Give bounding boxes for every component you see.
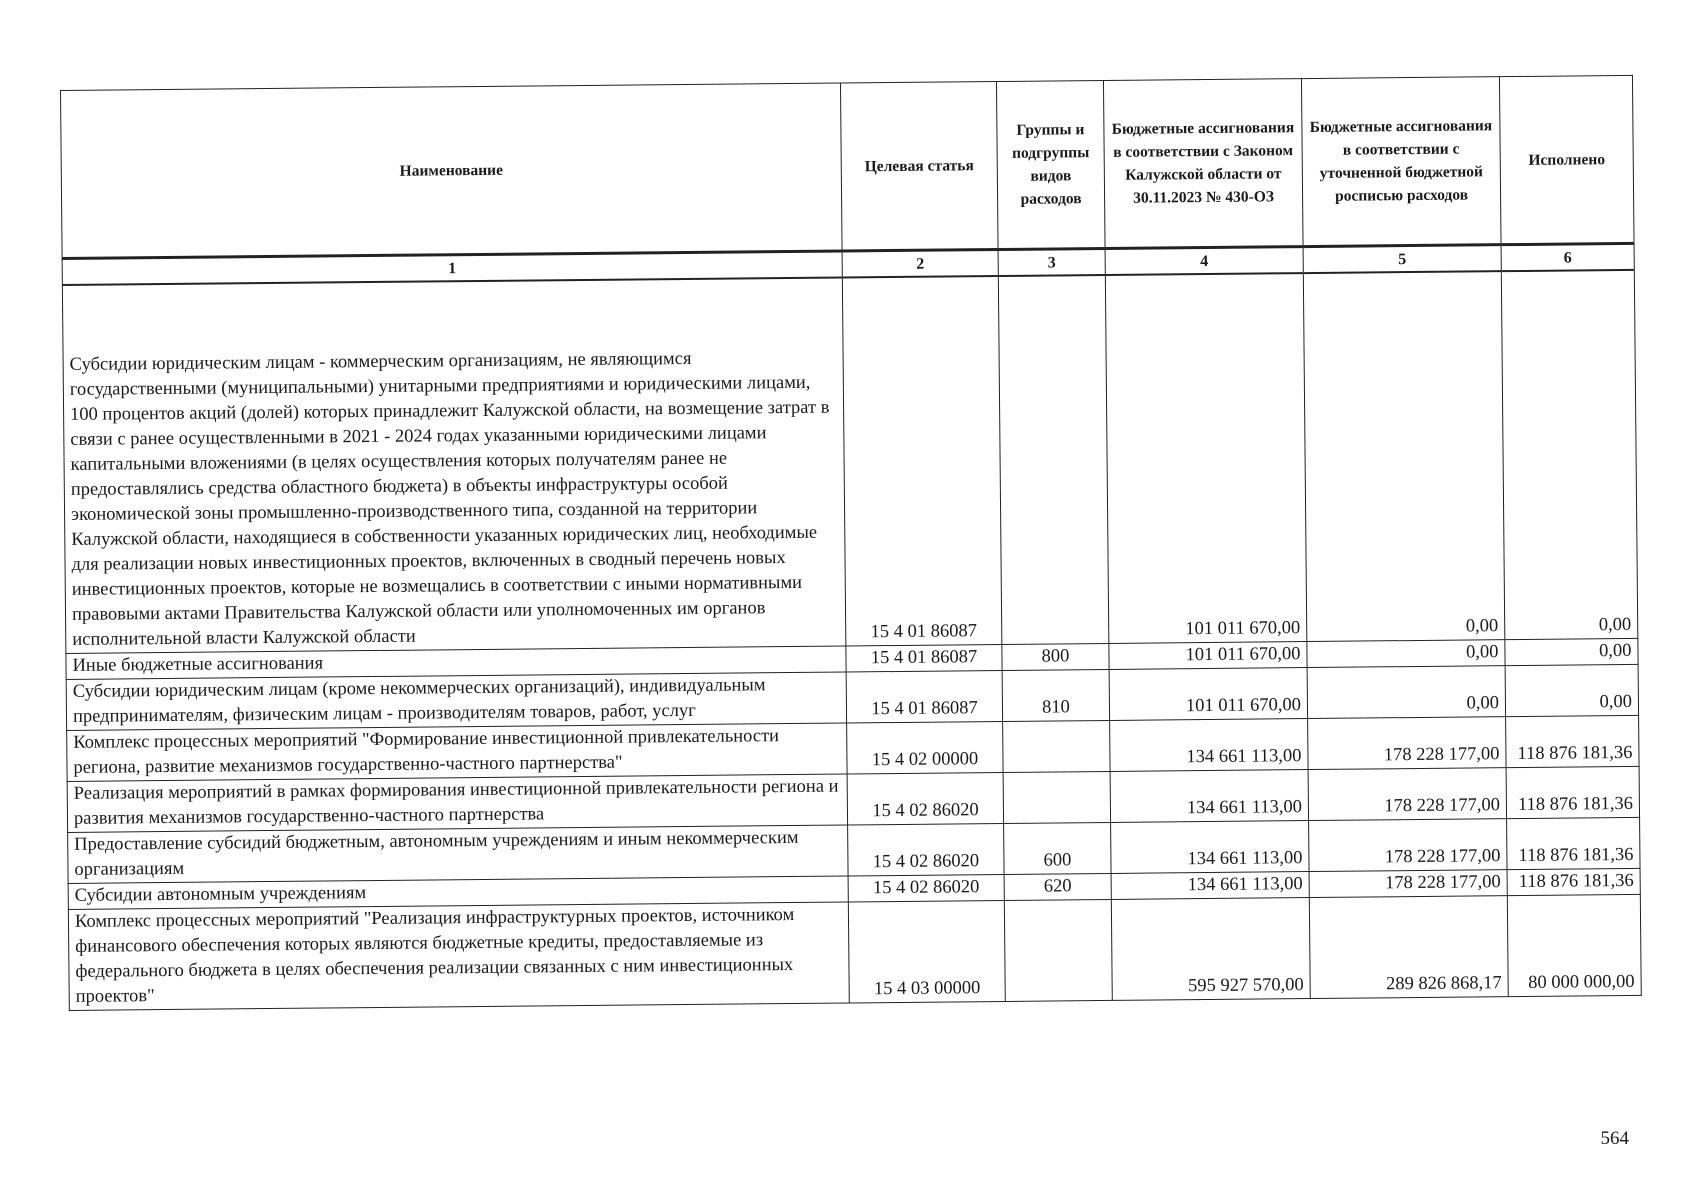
- row-name: Комплекс процессных мероприятий "Реализация инфраструктурных проектов, источником финансового обеспечения которых являются бюджетные кредиты, предоставляемые из федерального бюджета в целях обеспечения реализации связанных с ним инвестиционных проектов": [68, 901, 849, 1009]
- row-executed-amount: 118 876 181,36: [1506, 715, 1639, 767]
- header-executed: Исполнено: [1499, 75, 1634, 244]
- row-law-amount: 134 661 113,00: [1110, 718, 1308, 771]
- row-revised-amount: 178 228 177,00: [1309, 818, 1507, 871]
- row-executed-amount: 0,00: [1505, 664, 1638, 716]
- document-sheet: [60, 75, 1641, 1011]
- column-number: 1: [62, 251, 842, 285]
- row-group: 810: [1002, 669, 1109, 721]
- row-name: Предоставление субсидий бюджетным, автономным учреждениям и иным некоммерческим организациям: [68, 824, 848, 882]
- row-executed-amount: 118 876 181,36: [1507, 868, 1640, 895]
- row-revised-amount: 178 228 177,00: [1309, 869, 1507, 897]
- row-law-amount: 134 661 113,00: [1111, 871, 1309, 899]
- row-code: 15 4 02 86020: [848, 823, 1004, 875]
- row-code: 15 4 01 86087: [846, 670, 1002, 722]
- row-name: Комплекс процессных мероприятий "Формирование инвестиционной привлекательности региона, развитие механизмов государственно-частного партнерства": [67, 722, 847, 780]
- row-law-amount: 134 661 113,00: [1111, 820, 1309, 873]
- page-number: 564: [1600, 1128, 1629, 1149]
- row-group: [1003, 771, 1110, 823]
- row-name: Реализация мероприятий в рамках формирования инвестиционной привлекательности региона и развития механизмов государственно-частного партнерства: [67, 773, 847, 831]
- row-group: 620: [1004, 873, 1111, 900]
- row-revised-amount: 0,00: [1307, 639, 1505, 667]
- row-group: 600: [1004, 822, 1111, 874]
- row-revised-amount: 289 826 868,17: [1309, 895, 1508, 998]
- table-row: [68, 894, 1641, 1010]
- row-executed-amount: 0,00: [1501, 270, 1638, 639]
- column-number: 6: [1501, 243, 1634, 271]
- row-group: 800: [1002, 643, 1109, 670]
- row-group: [1003, 720, 1110, 772]
- row-revised-amount: 0,00: [1303, 271, 1505, 641]
- row-name: Субсидии юридическим лицам (кроме некоммерческих организаций), индивидуальным предпринимателям, физическим лицам - производителям товаров, работ, услуг: [66, 671, 846, 729]
- table-row: [62, 270, 1637, 653]
- header-revised-allocations: Бюджетные ассигнования в соответствии с уточненной бюджетной росписью расходов: [1301, 77, 1501, 247]
- header-expense-groups: Группы и подгруппы видов расходов: [996, 80, 1105, 249]
- column-number: 4: [1105, 247, 1303, 275]
- row-code: 15 4 01 86087: [846, 644, 1002, 671]
- budget-table: [60, 75, 1642, 1011]
- row-name: Субсидии юридическим лицам - коммерческим организациям, не являющимся государственными (муниципальными) унитарными предприятиями и юридическими лицами, 100 процентов акций (долей) которых принадлежит Калужской области, на возмещение затрат в связи с ранее осуществленными в 2021 - 2024 годах указанными юридическими лицами капитальными вложениями (в целях осуществления которых получателям ранее не предоставлялись средства областного бюджета) в объекты инфраструктуры особой экономической зоны промышленно-производственного типа, созданной на территории Калужской области, находящиеся в собственности указанных юридических лиц, необходимые для реализации новых инвестиционных проектов, включенных в сводный перечень новых инвестиционных проектов, которые не возмещались в соответствии с иными нормативными правовыми актами Правительства Калужской области или уполномоченных им органов исполнительной власти Калужской области: [62, 277, 845, 652]
- row-executed-amount: 80 000 000,00: [1507, 894, 1641, 996]
- row-law-amount: 101 011 670,00: [1109, 667, 1307, 720]
- row-code: 15 4 02 86020: [848, 874, 1004, 901]
- column-number: 5: [1303, 245, 1501, 273]
- row-code: 15 4 02 00000: [847, 721, 1003, 773]
- row-law-amount: 101 011 670,00: [1109, 641, 1307, 669]
- header-row: [61, 75, 1635, 258]
- row-executed-amount: 118 876 181,36: [1506, 766, 1639, 818]
- row-revised-amount: 178 228 177,00: [1308, 767, 1506, 820]
- header-target-article: Целевая статья: [840, 82, 998, 251]
- row-law-amount: 595 927 570,00: [1111, 897, 1310, 1000]
- column-number: 2: [842, 250, 998, 278]
- row-executed-amount: 0,00: [1505, 638, 1638, 665]
- header-name: Наименование: [61, 83, 843, 258]
- row-code: 15 4 01 86087: [842, 276, 1002, 645]
- row-code: 15 4 03 00000: [848, 900, 1005, 1002]
- row-name: Субсидии автономным учреждениям: [68, 875, 848, 908]
- row-group: [1004, 899, 1112, 1001]
- header-law-allocations: Бюджетные ассигнования в соответствии с Законом Калужской области от 30.11.2023 № 430-ОЗ: [1103, 79, 1303, 249]
- column-number: 3: [998, 248, 1105, 276]
- row-executed-amount: 118 876 181,36: [1507, 817, 1640, 869]
- row-name: Иные бюджетные ассигнования: [66, 645, 846, 678]
- row-law-amount: 101 011 670,00: [1105, 273, 1307, 643]
- row-group: [998, 275, 1109, 644]
- row-revised-amount: 0,00: [1307, 665, 1505, 718]
- row-code: 15 4 02 86020: [847, 772, 1003, 824]
- row-law-amount: 134 661 113,00: [1110, 769, 1308, 822]
- row-revised-amount: 178 228 177,00: [1308, 716, 1506, 769]
